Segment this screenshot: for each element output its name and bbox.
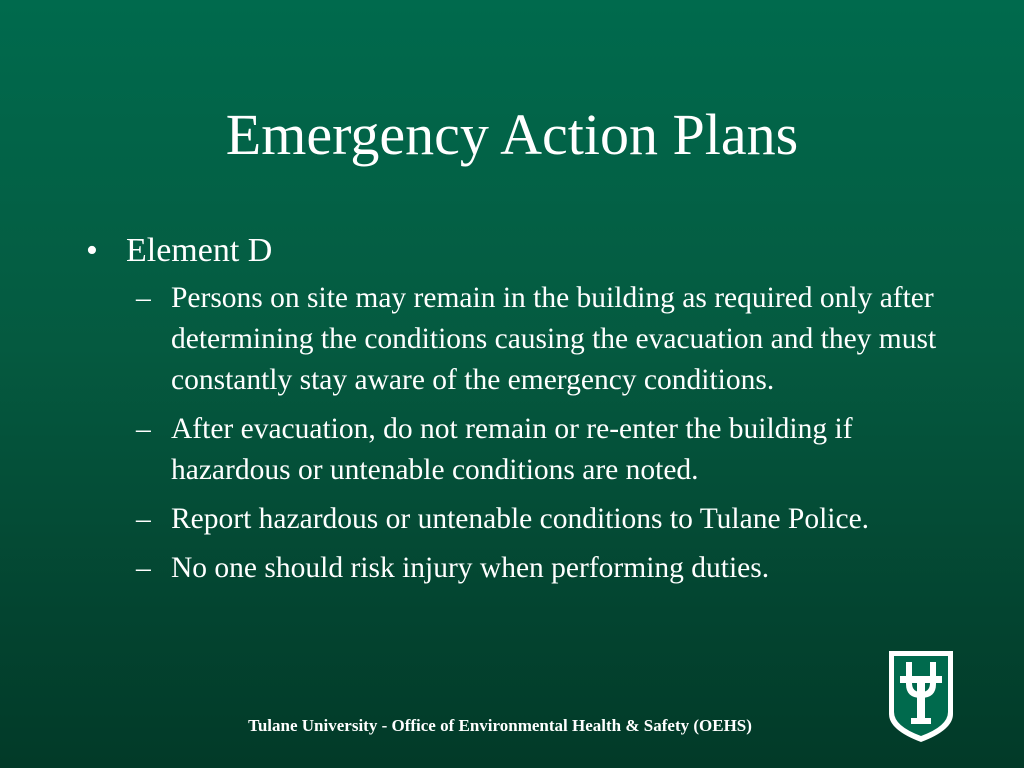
dash-marker: – (136, 413, 151, 445)
sub-bullet-item (80, 548, 941, 589)
slide-footer: Tulane University - Office of Environmental Health & Safety (OEHS) (248, 716, 752, 735)
bullet-text: Element D (126, 232, 273, 269)
sub-bullet-text: No one should risk injury when performing duties. (171, 552, 770, 584)
sub-bullet-item (80, 278, 941, 401)
dash-marker: – (136, 503, 151, 535)
bullet-element-d (80, 230, 960, 272)
dash-marker: – (136, 552, 151, 584)
monogram-t-stem (917, 676, 925, 722)
sub-bullet-text: Report hazardous or untenable conditions to Tulane Police. (171, 503, 870, 535)
bullet-marker: • (86, 232, 98, 269)
slide-title: Emergency Action Plans (225, 102, 799, 167)
sub-bullet-text: After evacuation, do not remain or re-enter the building if hazardous or untenable conditions are noted. (171, 413, 853, 486)
sub-bullet-text: Persons on site may remain in the building as required only after determining the conditions causing the evacuation and they must constantly stay aware of the emergency conditions. (171, 282, 937, 396)
sub-bullet-item (80, 499, 941, 540)
tulane-shield-icon (886, 648, 956, 744)
sub-bullet-list (80, 278, 960, 589)
monogram-t-foot (911, 718, 931, 724)
slide-content (80, 230, 960, 597)
dash-marker: – (136, 282, 151, 314)
sub-bullet-item (80, 409, 941, 491)
